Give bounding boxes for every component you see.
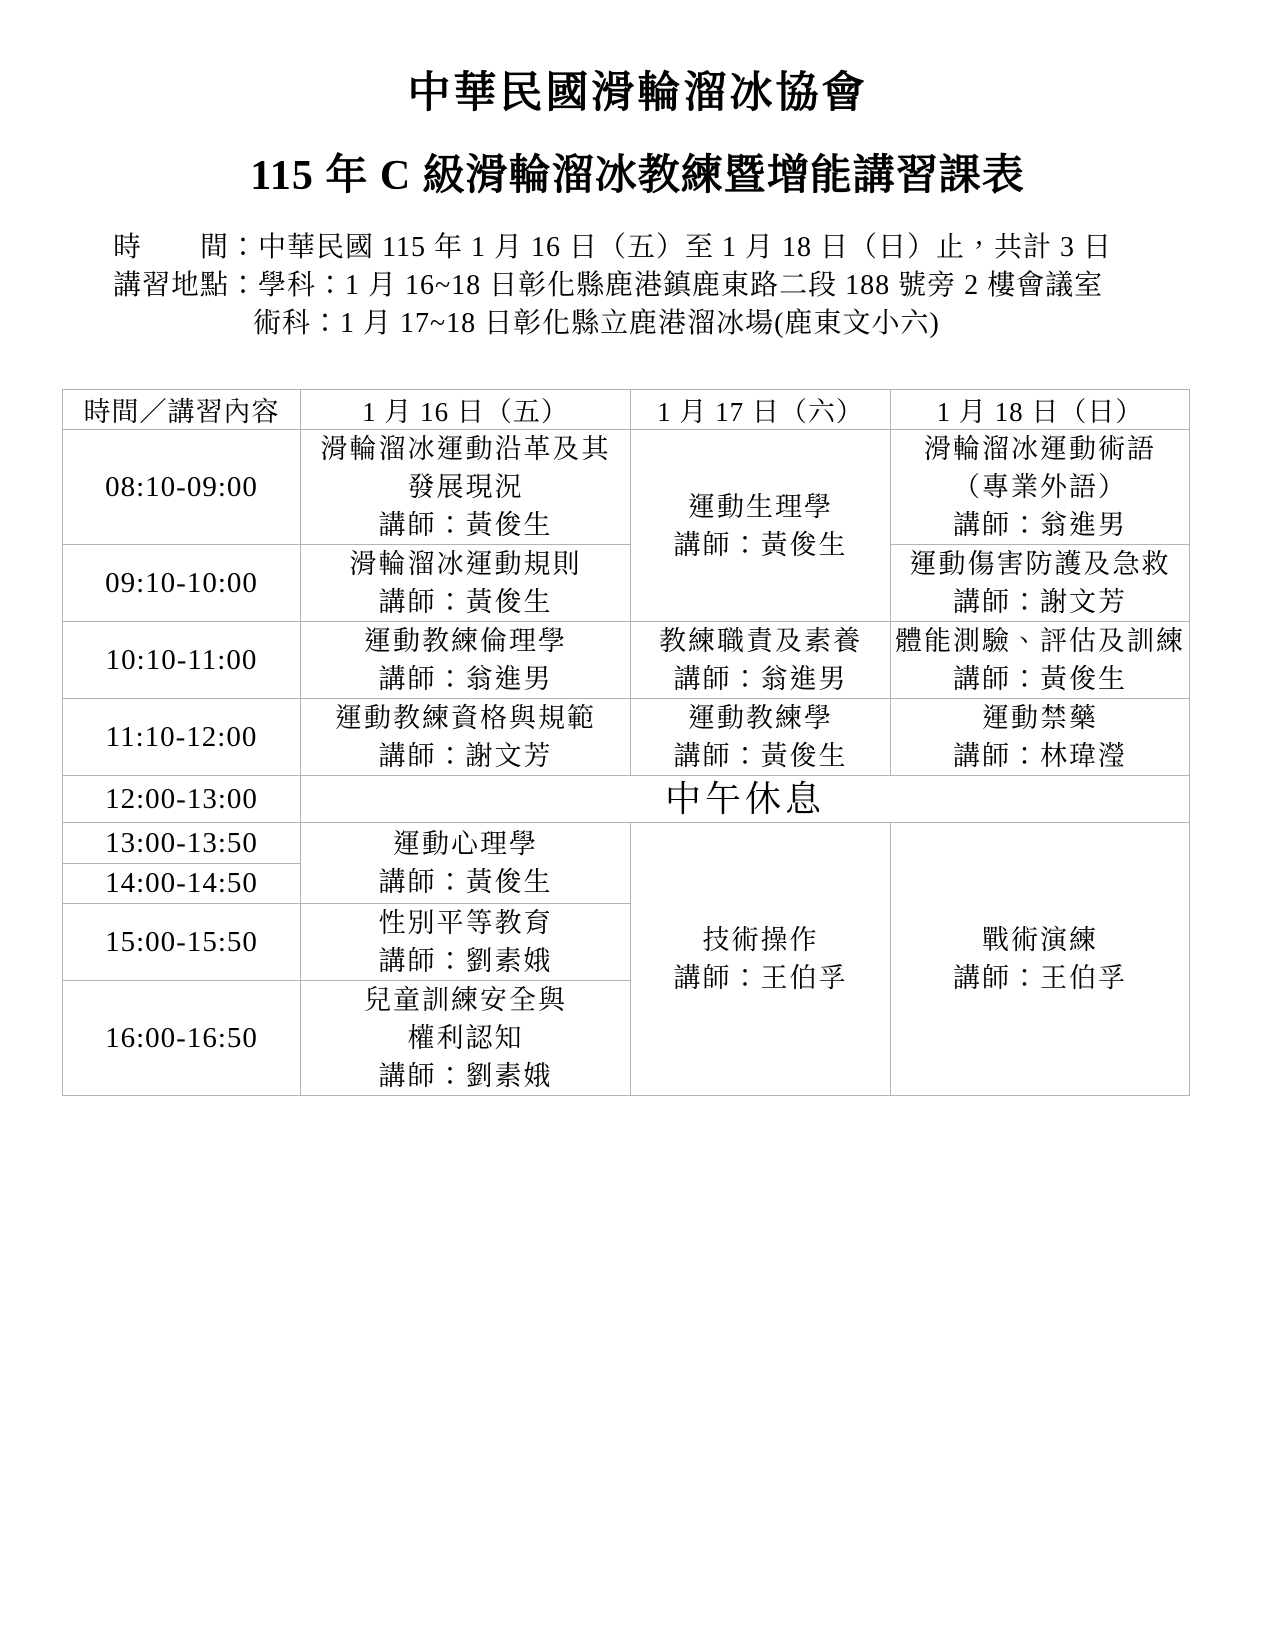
time-cell: 13:00-13:50 — [63, 823, 301, 864]
lecturer-line: 講師：謝文芳 — [378, 741, 553, 772]
session-cell — [301, 545, 631, 622]
session-title-line: 運動傷害防護及急救 — [909, 549, 1171, 580]
session-cell — [631, 823, 891, 1096]
info-block — [113, 229, 1275, 343]
session-title-line: 運動心理學 — [393, 829, 538, 860]
lecturer-line: 講師：黃俊生 — [378, 587, 553, 618]
time-cell: 16:00-16:50 — [63, 981, 301, 1096]
session-cell — [301, 622, 631, 699]
lecturer-line: 講師：王伯孚 — [673, 963, 848, 994]
lecturer-line: 講師：劉素娥 — [378, 1061, 553, 1092]
table-row-0 — [63, 430, 1190, 545]
session-title-line: 教練職責及素養 — [659, 626, 862, 657]
table-row-5 — [63, 823, 1190, 864]
table-row-2 — [63, 622, 1190, 699]
course-title: 115 年 C 級滑輪溜冰教練暨增能講習課表 — [250, 153, 1025, 200]
session-title-line: 技術操作 — [702, 925, 819, 956]
session-cell — [631, 699, 891, 776]
session-cell — [891, 622, 1190, 699]
session-title-line: 滑輪溜冰運動沿革及其 — [320, 434, 611, 465]
lecturer-line: 講師：翁進男 — [378, 664, 553, 695]
session-cell — [891, 545, 1190, 622]
session-title-line: 滑輪溜冰運動規則 — [349, 549, 582, 580]
session-title-line: 發展現況 — [407, 472, 524, 503]
session-title-line: 運動禁藥 — [982, 703, 1098, 734]
header-row — [63, 390, 1190, 430]
lecturer-line: 講師：王伯孚 — [953, 963, 1127, 994]
session-title-line: 滑輪溜冰運動術語 — [924, 434, 1156, 465]
time-cell: 11:10-12:00 — [63, 699, 301, 776]
session-cell — [891, 430, 1190, 545]
session-cell — [301, 430, 631, 545]
lecturer-line: 講師：黃俊生 — [378, 510, 553, 541]
time-cell: 09:10-10:00 — [63, 545, 301, 622]
header-cell-0: 時間／講習內容 — [63, 390, 301, 430]
session-cell — [301, 981, 631, 1096]
table-row-4 — [63, 776, 1190, 823]
session-title-line: 兒童訓練安全與 — [364, 985, 567, 1016]
lecturer-line: 講師：黃俊生 — [673, 741, 848, 772]
session-cell — [631, 622, 891, 699]
schedule-table — [62, 389, 1190, 1096]
time-cell: 10:10-11:00 — [63, 622, 301, 699]
time-cell: 08:10-09:00 — [63, 430, 301, 545]
lecturer-line: 講師：劉素娥 — [378, 946, 553, 977]
lecturer-line: 講師：林瑋瀅 — [953, 741, 1127, 772]
table-row-1 — [63, 545, 1190, 622]
lecturer-line: 講師：黃俊生 — [953, 664, 1127, 695]
header-cell-3: 1 月 18 日（日） — [891, 390, 1190, 430]
session-title-line: 運動教練資格與規範 — [335, 703, 596, 734]
session-cell — [891, 699, 1190, 776]
session-title-line: 性別平等教育 — [378, 908, 553, 939]
time-cell: 15:00-15:50 — [63, 904, 301, 981]
header-cell-2: 1 月 17 日（六） — [631, 390, 891, 430]
session-title-line: 權利認知 — [407, 1023, 524, 1054]
session-cell — [301, 699, 631, 776]
time-cell: 14:00-14:50 — [63, 864, 301, 904]
table-row-3 — [63, 699, 1190, 776]
session-cell — [631, 430, 891, 622]
session-cell — [301, 823, 631, 904]
session-cell — [891, 823, 1190, 1096]
org-title: 中華民國滑輪溜冰協會 — [407, 70, 868, 117]
lecturer-line: 講師：翁進男 — [953, 510, 1127, 541]
session-title-line: 運動教練學 — [688, 703, 833, 734]
lecturer-line: 講師：黃俊生 — [378, 867, 553, 898]
lecturer-line: 講師：謝文芳 — [953, 587, 1127, 618]
session-cell — [301, 904, 631, 981]
session-title-line: 體能測驗、評估及訓練 — [895, 626, 1185, 657]
lunch-cell — [301, 776, 1190, 823]
header-cell-1: 1 月 16 日（五） — [301, 390, 631, 430]
lecturer-line: 講師：黃俊生 — [673, 529, 848, 560]
info-line-time: 時 間：中華民國 115 年 1 月 16 日（五）至 1 月 18 日（日）止，共計 3 日 — [113, 232, 1112, 264]
info-line-location-theory: 講習地點：學科：1 月 16~18 日彰化縣鹿港鎮鹿東路二段 188 號旁 2 樓會議室 — [113, 270, 1104, 302]
session-title-line: 中午休息 — [664, 779, 825, 820]
lecturer-line: 講師：翁進男 — [673, 664, 848, 695]
time-cell: 12:00-13:00 — [63, 776, 301, 823]
session-title-line: 運動生理學 — [688, 491, 833, 522]
session-title-line: 運動教練倫理學 — [364, 626, 567, 657]
session-title-line: 戰術演練 — [982, 925, 1098, 956]
info-line-location-practical: 術科：1 月 17~18 日彰化縣立鹿港溜冰場(鹿東文小六) — [253, 308, 940, 340]
session-title-line: （專業外語） — [953, 472, 1127, 503]
